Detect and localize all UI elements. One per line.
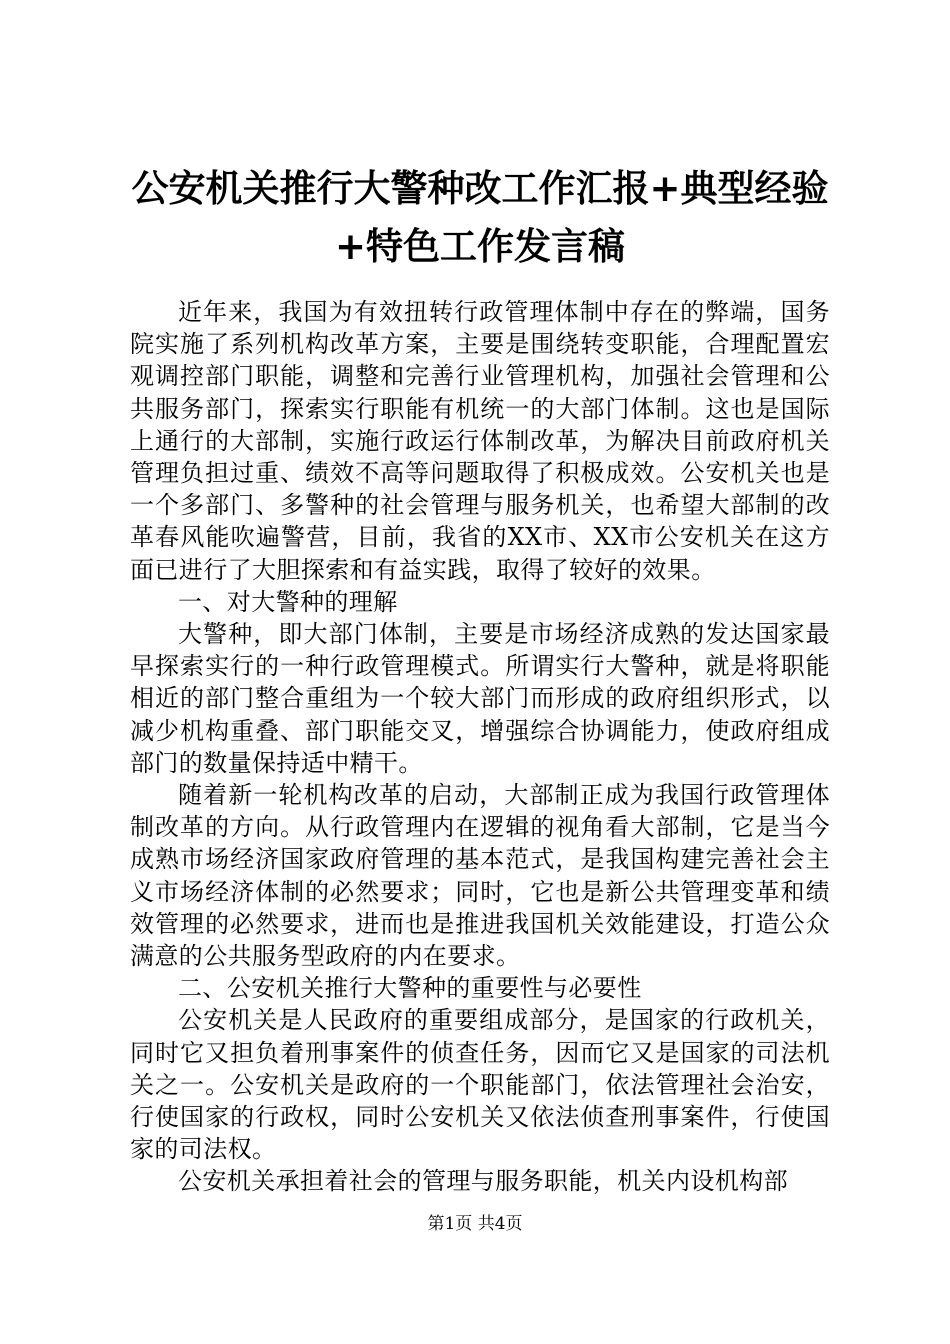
document-body: [130, 296, 830, 1198]
paragraph-police-functions: 公安机关承担着社会的管理与服务职能，机关内设机构部: [178, 1167, 788, 1196]
paragraph-intro: 近年来，我国为有效扭转行政管理体制中存在的弊端，国务院实施了系列机构改革方案，主要是围绕转变职能，合理配置宏观调控部门职能，调整和完善行业管理机构，加强社会管理和公共服务部门，探索实行职能有机统一的大部门体制。这也是国际上通行的大部制，实施行政运行体制改革，为解决目前政府机关管理负担过重、绩效不高等问题取得了积极成效。公安机关也是一个多部门、多警种的社会管理与服务机关，也希望大部制的改革春风能吹遍警营，目前，我省的XX市、XX市公安机关在这方面已进行了大胆探索和有益实践，取得了较好的效果。: [130, 298, 830, 584]
paragraph-police-role: 公安机关是人民政府的重要组成部分，是国家的行政机关，同时它又担负着刑事案件的侦查任务，因而它又是国家的司法机关之一。公安机关是政府的一个职能部门，依法管理社会治安，行使国家的行政权，同时公安机关又依法侦查刑事案件，行使国家的司法权。: [130, 1006, 830, 1164]
section-heading-1: 一、对大警种的理解: [178, 587, 398, 616]
page-footer: 第1页 共4页: [427, 1214, 523, 1234]
paragraph-reform-direction: 随着新一轮机构改革的启动，大部制正成为我国行政管理体制改革的方向。从行政管理内在逻辑的视角看大部制，它是当今成熟市场经济国家政府管理的基本范式，是我国构建完善社会主义市场经济体制的必然要求；同时，它也是新公共管理变革和绩效管理的必然要求，进而也是推进我国机关效能建设，打造公众满意的公共服务型政府的内在要求。: [130, 781, 830, 971]
section-heading-2: 二、公安机关推行大警种的重要性与必要性: [178, 974, 642, 1003]
paragraph-definition: 大警种，即大部门体制，主要是市场经济成熟的发达国家最早探索实行的一种行政管理模式。所谓实行大警种，就是将职能相近的部门整合重组为一个较大部门而形成的政府组织形式，以减少机构重叠、部门职能交叉，增强综合协调能力，使政府组成部门的数量保持适中精干。: [130, 620, 830, 777]
document-title: 公安机关推行大警种改工作汇报+典型经验+特色工作发言稿: [131, 167, 829, 268]
